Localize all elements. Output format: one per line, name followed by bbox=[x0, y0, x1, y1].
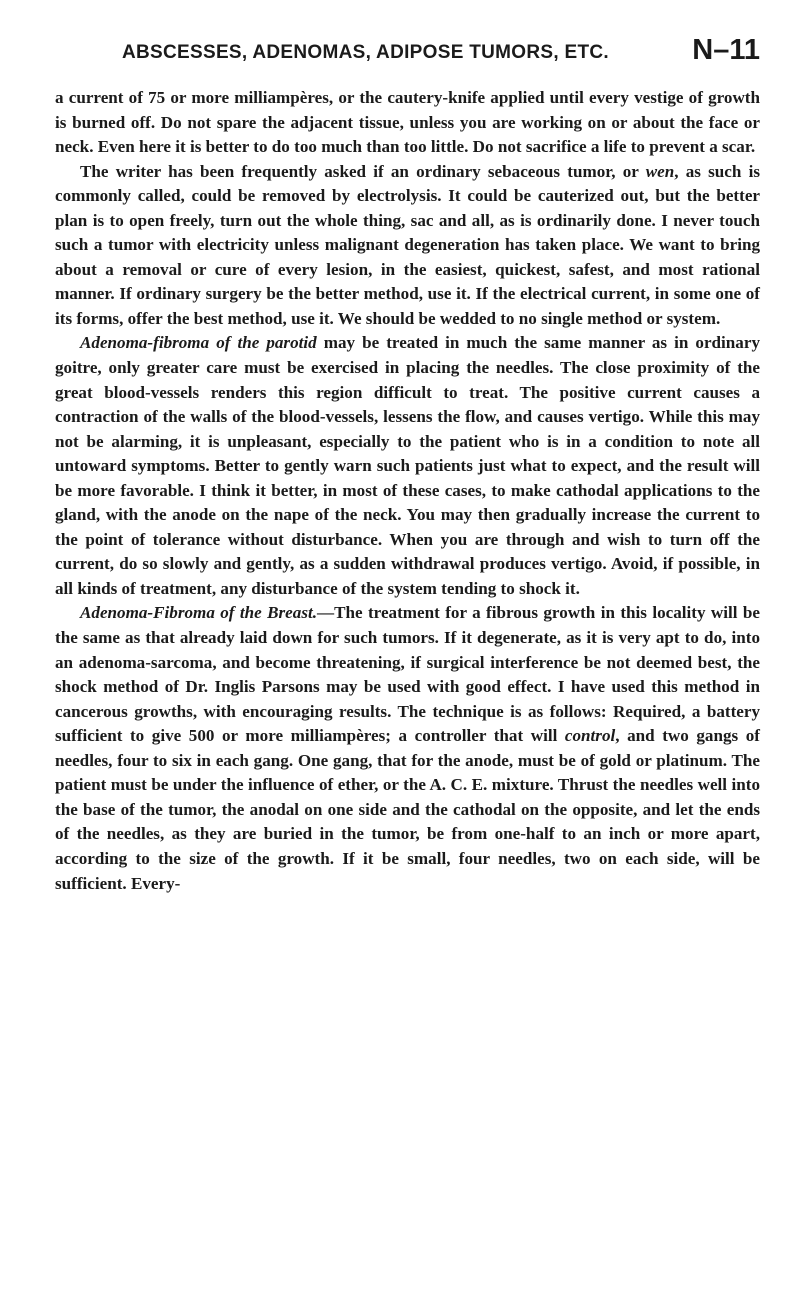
paragraph-text: , as such is commonly called, could be removed by electrolysis. It could be cauterized out, but the better plan is to open freely, turn out the whole thing, sac and all, as is ordinarily done. I never touch such a tumor with electricity unless malignant degeneration has taken place. We want to bring about a removal or cure of every lesion, in the easiest, quickest, safest, and most rational manner. If ordinary surgery be the better method, use it. If the electrical current, in some one of its forms, offer the best method, use it. We should be wedded to no single method or system. bbox=[55, 161, 760, 328]
page-number: N–11 bbox=[692, 34, 760, 66]
paragraph bbox=[55, 160, 760, 332]
section-heading: Adenoma-Fibroma of the Breast. bbox=[80, 603, 317, 623]
italic-term: wen bbox=[645, 161, 675, 181]
page-header bbox=[55, 34, 760, 80]
paragraph-text: —The treatment for a fibrous growth in this locality will be the same as that already laid down for such tumors. If it degenerate, as it is very apt to do, into an adenoma-sarcoma, and become threatening, if surgical interference be not deemed best, the shock method of Dr. Inglis Parsons may be used with good effect. I have used this method in cancerous growths, with encouraging results. The technique is as follows: Required, a battery sufficient to give 500 or more milliampères; a controller that will bbox=[55, 603, 760, 746]
paragraph-text: a current of 75 or more milliampères, or the cautery-knife applied until every vestige of growth is burned off. Do not spare the adjacent tissue, unless you are working on or about the face or neck. Even here it is better to do too much than too little. Do not sacrifice a life to prevent a scar. bbox=[55, 88, 760, 157]
paragraph-text: may be treated in much the same manner as in ordinary goitre, only greater care must be exercised in placing the needles. The close proximity of the great blood-vessels renders this region difficult to treat. The positive current causes a contraction of the walls of the blood-vessels, lessens the flow, and causes vertigo. While this may not be alarming, it is unpleasant, especially to the patient who is in a condition to note all untoward symptoms. Better to gently warn such patients just what to expect, and the result will be more favorable. I think it better, in most of these cases, to make cathodal applications to the gland, with the anode on the nape of the neck. You may then gradually increase the current to the point of tolerance without disturbance. When you are through and wish to turn off the current, do so slowly and gently, as a sudden withdrawal produces vertigo. Avoid, if possible, in all kinds of treatment, any disturbance of the system tending to shock it. bbox=[55, 333, 760, 598]
paragraph-text: The writer has been frequently asked if an ordinary sebaceous tumor, or bbox=[80, 161, 646, 181]
paragraph-text: , and two gangs of needles, four to six in each gang. One gang, that for the anode, must be of gold or platinum. The patient must be under the influence of ether, or the A. C. E. mixture. Thrust the needles well into the base of the tumor, the anodal on one side and the cathodal on the opposite, and let the ends of the needles, as they are buried in the tumor, be from one-half to an inch or more apart, according to the size of the growth. If it be small, four needles, two on each side, will be sufficient. Every- bbox=[55, 726, 760, 893]
paragraph bbox=[55, 331, 760, 601]
running-head: ABSCESSES, ADENOMAS, ADIPOSE TUMORS, ETC. bbox=[122, 42, 610, 63]
page-content bbox=[55, 34, 760, 896]
paragraph bbox=[55, 601, 760, 896]
section-heading: Adenoma-fibroma of the parotid bbox=[80, 333, 317, 353]
paragraph bbox=[55, 86, 760, 160]
italic-term: control bbox=[564, 726, 616, 746]
